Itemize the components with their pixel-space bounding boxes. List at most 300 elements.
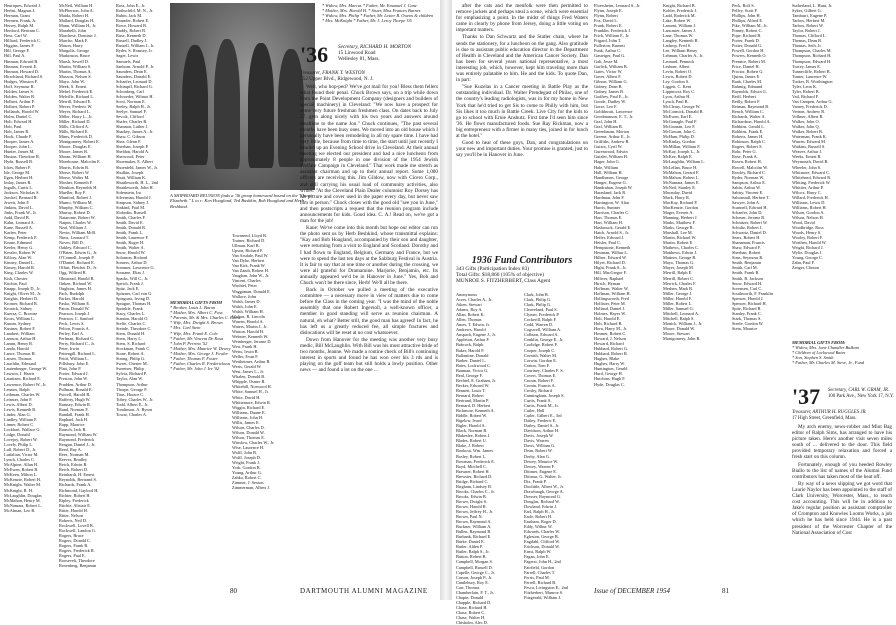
list-item: McGonagle, Paul F.	[663, 119, 698, 125]
list-item: Zimmer, J. Sexton	[232, 480, 264, 486]
list-item: Walton, R. Lincoln	[232, 313, 265, 319]
list-item: Perlman, Richard C.	[59, 336, 95, 342]
right-page	[452, 0, 896, 625]
list-item: Winslow, Charles W., Jr.	[232, 439, 275, 445]
list-item: Goodmanson, E. T., Jr.	[594, 114, 634, 120]
list-item: Silverman, Harold J.	[116, 194, 152, 200]
list-item: Biddle, Robert W.	[456, 413, 488, 419]
list-item: Morse, Robert W.	[59, 169, 90, 175]
list-item: Perley, Earl A.	[59, 331, 85, 337]
list-item: Lee, William Henry	[663, 48, 698, 54]
list-item: Campbell, Russell D.	[456, 564, 493, 570]
list-item: Cogswell, William A.	[524, 327, 562, 333]
list-item: Lauritzen, Richard E.	[4, 376, 41, 382]
list-item: Morehouse, Malcolm E.	[59, 159, 101, 165]
list-item: Sorensen, Carl C.	[732, 285, 763, 291]
list-item: * Children of Lockwood Bates	[792, 350, 846, 356]
list-item: Samuels, Paul	[116, 58, 141, 64]
list-item: Lewis, Albert D.	[4, 401, 33, 407]
list-item: Worthen, Harold W.	[792, 240, 827, 246]
list-item: Brigham, Lindsey R.	[456, 483, 493, 489]
paragraph: My arch enemy, news-robber and Mint Bag editor of Ralph Sims, has arranged to have his picture taken. Here's another visit seven miles south of ... delivered to the door. This field provided temporary relaxation and forced a fresh start on this column.	[792, 424, 892, 461]
list-item: Walker, John Q.	[792, 124, 820, 130]
list-item: Ryder, Norman W.	[732, 174, 765, 180]
list-item: Perry, Richard C., Jr.	[59, 341, 95, 347]
list-item: Lewis, Robert D.	[663, 73, 693, 79]
list-item: McPherson, John A.	[59, 8, 94, 14]
list-item: Wise, Laurence H.	[232, 444, 265, 450]
list-item: Wood, David	[792, 220, 815, 226]
list-item: Hersey, Ralph M.	[4, 23, 35, 29]
list-item: Doolittle, Albert W., Jr.	[524, 483, 564, 489]
list-item: Vollmer, Albert R.	[792, 114, 824, 120]
list-item: Lennox, Ralph	[4, 386, 30, 392]
list-item: Farrell, Charles T.	[524, 569, 556, 575]
list-item: Merrill, Robert C.	[663, 275, 695, 281]
list-item: Moore, Douglas E.	[59, 144, 92, 150]
list-item: Wilson, Charles D.	[232, 424, 265, 430]
class-37-treasurer: Treasurer, ARTHUR H. RUGGLES JR.	[792, 410, 867, 415]
paragraph: Thanks to Dan Schwartz and the Statler chain, where he sends the stationery, for a luncheon on the gang. Also gratitude is due to assistant public education director in the Department of Health in Cleveland and the American Cancer Society. Dan has been for several years national representative, a most interesting job, which, however, kept him traveling more than was entirely palatable to him. He and the kids. To quote Dan, in part:	[456, 34, 588, 84]
list-item: Hoffman, Walter W.	[594, 285, 629, 291]
list-item: Ladd, Roderick M.	[663, 13, 696, 19]
list-item: Miller, Richard D.	[59, 119, 91, 125]
list-item: Spitzner, Carl von G.	[116, 290, 153, 296]
list-item: McAlpine, Allan H.	[4, 462, 39, 468]
list-item: Leonard, Pennock	[663, 58, 695, 64]
list-item: Jaeckel, Bernard R.	[4, 194, 38, 200]
fund-column-6	[792, 3, 892, 333]
list-item: Frick, William F., Jr.	[594, 33, 630, 39]
list-item: Onken, Richard W.	[59, 280, 92, 286]
list-item: Mathews, Charles C.	[663, 245, 700, 251]
list-item: Sparks, Will C., Jr.	[116, 275, 149, 281]
list-item: Pasko, William E.	[59, 300, 91, 306]
list-item: Sampson, Arthur E.	[732, 179, 766, 185]
list-item: King, Charles W.	[4, 270, 34, 276]
list-item: Hess, Carl W.	[4, 33, 28, 39]
list-item: Stockman, Frank C.	[116, 346, 151, 352]
list-item: Burke, Daniel E.	[456, 539, 485, 545]
class-37-treasurer-block	[792, 410, 892, 421]
list-item: Southworth, F. Franklin	[732, 290, 773, 296]
list-item: Hill, George F.	[4, 48, 30, 54]
list-item: Pettengill, Richard L.	[59, 351, 96, 357]
list-item: Holt, Paul	[4, 124, 22, 130]
list-item: Varney, Frederick D.	[792, 103, 828, 109]
list-item: Price, Daniel H.	[732, 63, 760, 69]
list-item: Pope, Richard B.	[732, 33, 762, 39]
list-item: Purcell, Harold B.	[59, 391, 91, 397]
list-item: Whitmore, Edward C.	[792, 169, 830, 175]
list-item: Bookout, Wm. James	[456, 448, 493, 454]
list-item: Andrews, Harold	[456, 327, 486, 333]
list-item: Zenger, Clinton	[792, 265, 820, 271]
list-item: Cutler, Gilbert E., 3rd	[524, 413, 562, 419]
list-item: Pearson, Joseph J.	[59, 310, 91, 316]
list-item: Seeley, Ralph H., Jr.	[116, 103, 151, 109]
list-item: Reilly, Robert F.	[732, 98, 761, 104]
list-item: Hart, William H.	[594, 220, 623, 226]
list-item: Townsend, Lloyd R.	[232, 233, 268, 238]
list-item: Mager, Everett A.	[663, 209, 694, 215]
list-item: Ripley, Frederick	[59, 497, 89, 503]
list-item: Zahn, Paul F.	[792, 260, 815, 266]
list-item: Richter, Robert H.	[59, 492, 91, 498]
list-item: Leibman, Charles W.	[4, 391, 41, 397]
list-item: Imlay, James R.	[4, 179, 32, 185]
list-item: Cunningham, Joseph S.	[524, 392, 565, 398]
list-item: Lautenberger, George W.	[4, 366, 48, 372]
list-item: Shaw, C. Gibson	[116, 134, 145, 140]
list-item: Waterman, Frank K.	[792, 134, 827, 140]
list-item: Thomas, Dean B.	[792, 38, 823, 44]
list-item: Stern, Donald H.	[116, 331, 146, 337]
list-item: Horn, Harry M., Jr.	[594, 326, 628, 331]
list-item: Harrison, Charles C.	[594, 209, 630, 215]
list-item: Holden, James S.	[4, 88, 34, 94]
list-item: Thompson, Richard H.	[792, 53, 832, 59]
list-item: Ritter, Harold H.	[59, 507, 88, 513]
list-item: Brown, Raymond A.	[456, 519, 492, 525]
list-item: Raymond, William W.	[59, 431, 98, 437]
list-item: Randall, Frank H.	[59, 411, 90, 417]
list-item: Schultz, Robert J.	[732, 225, 763, 231]
fund-column-2	[524, 292, 588, 600]
list-item: Whittemore, Edwin R.	[232, 399, 271, 405]
treasurer-line: Treasurer, FRANK T. WESTON	[300, 70, 365, 76]
list-item: Higgins, James F.	[4, 43, 35, 49]
list-item: Titus, Horace C.	[116, 391, 145, 397]
list-item: * Mother, Mrs. Harold H. * Sister, Miss Frances Barnes	[322, 8, 421, 14]
list-item: Young, George C.	[792, 255, 823, 261]
list-item: Watson, Harold H.	[232, 328, 265, 334]
list-item: Ritchie, Alistair E.	[59, 502, 91, 508]
list-item: Reinhardt, H. Ernest	[59, 472, 95, 478]
secretary-address-1: 15 Linwood Road	[338, 50, 376, 56]
list-item: Karlen, Peter	[4, 230, 27, 236]
list-item: Todd, Albert E., Jr.	[116, 401, 149, 407]
list-item: Wilson, Gordon A.	[792, 209, 825, 215]
list-item: Ernst, Ralph W.	[524, 549, 552, 555]
list-item: Fitzgerald, William J.	[524, 594, 562, 600]
list-item: Noves, Bill D.	[59, 240, 84, 246]
list-item: Goode, Dudley W.	[594, 98, 626, 104]
list-item: Warren, Harold A.	[232, 318, 264, 324]
list-item: MacKay, Richard P.	[663, 199, 698, 205]
list-item: Seelye, Samuel F.	[116, 108, 147, 114]
fund-column-3	[594, 3, 658, 575]
list-item: Rapp, Maurice	[59, 421, 85, 427]
list-item: Van Dyke, Herbert	[232, 258, 265, 264]
list-item: Ickes, Robert F.	[4, 164, 32, 170]
list-item: Wiggin, Richard E.	[232, 404, 266, 410]
list-item: Nims, Leonard T.	[59, 235, 90, 241]
list-item: Schwartz, Daniel D.	[732, 230, 767, 236]
list-item: Hill, MacGregor F.	[594, 270, 627, 276]
list-item: * Brother, Louis L. Bacon	[170, 305, 216, 311]
list-item: Lake, Robert W.	[663, 18, 692, 24]
list-item: Kinney, Daniel L.	[4, 260, 35, 266]
list-item: Shaw, Edward F.	[732, 245, 761, 251]
list-item: Whittier, Arthur P.	[792, 184, 824, 190]
list-item: Sherwood, Peter	[116, 154, 145, 160]
list-item: Slobodin, Russell	[116, 209, 147, 215]
list-item: McGowan, John C.	[663, 129, 697, 135]
magazine-title: DARTMOUTH ALUMNI MAGAZINE	[300, 587, 428, 595]
list-item: Moore, James B.	[59, 149, 89, 155]
class-37-column-text	[792, 424, 892, 578]
list-item: Dewey, Maurice W.	[524, 458, 559, 464]
list-item: Kronick, Sidney	[4, 305, 33, 311]
list-item: Lutfalian, Victor M.	[4, 452, 39, 458]
list-item: Schaefer, John D.	[732, 209, 763, 215]
list-item: Reiman, Raymond B.	[732, 103, 770, 109]
list-item: Wilson, Nelson H.	[792, 214, 824, 220]
list-item: Erickson, Donald W.	[524, 544, 560, 550]
list-item: * Mrs. McKnight * Father, Mr. J. Leroy Thorpe '05	[322, 18, 412, 24]
list-item: Mallard, Douglas H.	[59, 18, 95, 24]
list-item: Eastham, Roger D.	[524, 519, 557, 525]
list-item: Prentice, Robert M.	[732, 58, 766, 64]
list-item: Merrick, Charles F.	[663, 280, 697, 286]
list-item: Cooper, Joseph C.	[524, 347, 556, 353]
list-item: Rausch, Jack B.	[59, 426, 87, 432]
list-item: Weinberger, Jerome D.	[232, 338, 272, 344]
list-item: Greenbaum, Morton	[594, 129, 630, 135]
list-item: McKee, Ralph E.	[663, 154, 693, 160]
list-item: Leshner, Albert	[663, 63, 690, 69]
list-item: Dowland, Edwin J.	[524, 503, 557, 509]
list-item: Reich, Edwin R.	[59, 462, 88, 468]
list-item: Rowell, Malcolm W.	[732, 164, 768, 170]
list-item: Schonberg, Carl	[116, 88, 144, 94]
list-item: Pullman, Ronald E.	[59, 386, 93, 392]
list-item: * Mother, Mrs. Maurice W. Dewey	[170, 345, 231, 351]
list-item: Cronin, Robert F.	[524, 377, 554, 383]
list-item: Ide, George M.	[4, 169, 31, 175]
list-item: O'Daniel, Richard E.	[59, 260, 95, 266]
list-item: Ley, Gordon S.	[663, 78, 690, 84]
list-item: Smith, Donald R.	[116, 225, 147, 231]
class-37-address: 100 Park Ave., New York 17, N.Y.	[828, 393, 894, 399]
list-item: Corwin, Gordon E.	[524, 357, 557, 363]
list-item: Macaulay, David	[663, 189, 693, 195]
list-item: Lynch, Paul B.	[663, 98, 689, 104]
list-item: Pettit, William L.	[59, 356, 89, 362]
list-item: Dix, Frank P.	[524, 478, 547, 484]
list-item: Lance, Thomas H.	[4, 351, 36, 357]
list-item: Holbert, Robert P.	[4, 103, 36, 109]
list-item: Smith, Roger H.	[116, 240, 145, 246]
list-item: Merrill, Edward E.	[59, 98, 92, 104]
list-item: McKinlay, Gordon	[663, 139, 696, 145]
list-item: Markinson, Bruce	[59, 53, 91, 59]
list-item: Henriques, Edward J.	[4, 3, 41, 8]
list-item: Knights, Herbert D.	[4, 295, 39, 301]
list-item: Moore, Stewart	[663, 331, 690, 337]
secretary-address-2: Wellesley 81, Mass.	[338, 56, 380, 62]
list-item: * Parents, Mr. & Mrs. Charles C. Burns	[170, 315, 241, 321]
list-item: Bennett, Louis T.	[456, 387, 486, 393]
list-item: Covert, Thomas E.	[524, 372, 557, 378]
list-item: Marks, Matthew F.	[663, 220, 696, 226]
list-item: Zahka, Robert C.	[232, 475, 262, 481]
list-item: Greene, Arthur E., Jr.	[594, 134, 631, 140]
list-item: Huntington, Gerald	[594, 366, 628, 372]
list-item: Blake, J. Robert	[456, 443, 484, 449]
list-item: Vaughan, John W., Jr.	[232, 273, 270, 279]
list-item: Lathrop, Fred S.	[663, 43, 692, 49]
list-item: Hinman, Howard D.	[4, 68, 40, 74]
list-item: Hooper, John L.	[4, 144, 32, 150]
list-item: Sprague, Thomas H.	[116, 300, 152, 306]
list-item: Holm, Daniel C.	[4, 114, 33, 120]
list-item: Raphael, Jack H.	[59, 416, 89, 422]
list-item: Woods, Henry S.	[792, 230, 822, 236]
list-item: * Father, Mr. John J. Ire '02	[170, 366, 220, 372]
paragraph: Back in October we pulled a meeting of the executive committee — a necessary move in view of matters due to come before the Class in the coming year. "I was the mind of the noble assembly that one Robert Ingersoll, a well-known officer, a member in good standing will serve as reunion chairman. A natural, eh what? Better still, the good man has agreed! In fact, he has left us a greatly reduced fee, all simple fractures and dislocations will be reset at no cost whatsoever.	[300, 287, 438, 336]
list-item: Spitz, Richard R.	[732, 305, 762, 311]
list-item: Van Campen, Arthur G.	[792, 98, 833, 104]
list-item: McLaughlin, Douglas	[4, 492, 42, 498]
list-item: Judd, David B.	[4, 214, 30, 220]
list-item: McHam, Philip D.	[663, 134, 695, 140]
list-item: Monick, William J., Jr.	[663, 320, 703, 326]
list-item: Bullen, Raymond B.	[456, 529, 492, 535]
memorial-items	[170, 305, 241, 372]
class-numeral-36: '36	[300, 42, 329, 67]
list-item: Sprinkle, Frank	[116, 305, 143, 311]
list-item: Willard, Frederick H.	[792, 194, 829, 200]
list-item: Ingalls, Curtis L.	[4, 184, 34, 190]
list-item: Tarbox, Robert W.	[792, 23, 824, 29]
list-item: Shuttleworth, H. L., 2nd	[116, 179, 158, 185]
list-item: Trainer, Richard D.	[232, 238, 266, 244]
list-item: Coolidge, Robert F.	[524, 342, 558, 348]
list-item: Hughes, Blake	[594, 356, 620, 362]
list-item: Rosenberg, Benjamin	[59, 563, 97, 569]
list-item: Whitehill, Norwood H.	[232, 384, 272, 390]
list-item: Schimpff, Richard G.	[116, 83, 153, 89]
list-item: Jackson, Nicholas S.	[4, 189, 40, 195]
list-item: Hollingsworth, Fred	[594, 295, 629, 301]
list-item: Weymouth, David R.	[792, 159, 829, 165]
list-item: Levin, Robert O.	[663, 68, 693, 74]
list-item: Hanger, Eugene G.	[594, 179, 627, 185]
class-36-column-continued	[456, 3, 588, 251]
list-item: Weiss, Irwin B.	[232, 349, 259, 355]
list-item: Kustner, Robert F.	[4, 326, 36, 331]
list-item: Scott, Norman E.	[116, 98, 146, 104]
list-item: Ballantine, Donald	[456, 352, 489, 358]
list-item: Bridge, Richard C.	[456, 478, 489, 484]
list-item: * Father, Thomas F. Foster	[170, 356, 218, 362]
list-item: Weller, Evan F.	[232, 354, 259, 360]
list-item: Linder, Alan G.	[4, 411, 31, 417]
list-item: Rounder, Robert E.	[116, 18, 150, 24]
class-37-treasurer-address: 17 High Street, Greenfield, Mass.	[792, 415, 857, 421]
list-item: Mack, Harry R.	[663, 194, 690, 200]
list-item: * Mrs. Carl Stein	[170, 325, 201, 331]
list-item: Holland, Daniel J.	[594, 305, 626, 311]
list-item: Cornish, Walter M.	[524, 352, 557, 358]
list-item: Mitchell, Ralph S.	[663, 315, 695, 321]
list-item: Raymond, Frederick	[59, 437, 95, 443]
list-item: Williams, Robert H.	[792, 204, 827, 210]
list-item: Neal, William J.	[59, 225, 87, 231]
list-item: Sutherland, L. Hunt, Jr.	[792, 3, 833, 8]
list-item: Shuttleworth, John H.	[116, 184, 154, 190]
list-item: Lovejoy, Robert W.	[4, 437, 38, 443]
fund-contributors-header	[456, 255, 588, 284]
list-item: Richmond, Gaylord H.	[59, 487, 99, 493]
list-item: Davidson, Arthur H.	[524, 428, 560, 434]
list-item: Stanton, Harold O.	[116, 315, 149, 321]
secretary-line: Secretary, RICHARD H. MORTON	[338, 44, 412, 50]
list-item: Meek, S. Ernest	[59, 83, 87, 89]
list-item: Gutzler, William H.	[594, 154, 628, 160]
left-page	[0, 0, 440, 600]
list-item: Smith, R. Jackson	[732, 275, 764, 281]
list-item: Engdahl, Clifford W.	[524, 539, 560, 545]
list-item: Conklin, George E., Jr.	[524, 337, 564, 343]
list-item: Kross, William L.	[4, 315, 35, 321]
list-item: Chase, Robert C.	[456, 609, 486, 615]
list-item: Waters, Martin J., Jr.	[232, 323, 268, 329]
list-item: Galt, Jesse M.	[594, 58, 619, 64]
list-item: Smith, David E.	[116, 220, 144, 226]
list-item: Miller, George J.	[663, 290, 693, 296]
list-item: Handlsmen, George	[594, 174, 629, 180]
list-item: Harrington, W. Alan	[594, 199, 629, 205]
list-item: Rafferty, Hugh W.	[59, 396, 91, 402]
list-item: Turner, Laurence W.	[792, 73, 828, 79]
list-item: Bosley, Robert L.	[456, 453, 487, 459]
list-item: Peck, Lewis S.	[59, 320, 85, 326]
list-item: Howard, J. Nelson	[594, 336, 626, 342]
list-item: Brawner, Robert H.	[456, 468, 490, 474]
list-item: Thomas, Clifford L.	[792, 33, 827, 39]
list-item: Killory, Alan W.	[4, 255, 33, 261]
list-item: Werts, Gerald W.	[232, 364, 262, 370]
list-item: Holden, Walter B.	[4, 93, 36, 99]
list-item: Egleston, George B.	[524, 534, 559, 540]
paragraph: after the cats and the menfolk were then permitted to remove jackets and perhaps steal a scene, which were essential for emphasizing a point. In the midst of things Fred Waters came in clearly by phone from Jersey, doing a little voting on important matters.	[456, 3, 588, 34]
list-item: Keane, Edmund	[4, 240, 32, 246]
list-item: Earle, Robert H.	[524, 514, 553, 520]
list-item: Wallace, John	[232, 293, 256, 299]
list-item: Hubbard, Robert G.	[594, 346, 629, 352]
list-item: Maida, Robert H.	[59, 13, 90, 19]
list-item: Wilson, Thomas E.	[232, 434, 265, 440]
list-item: Ogg, Wilfred R.	[59, 270, 87, 276]
list-item: Fagan, John E.	[524, 554, 550, 560]
list-item: Rogers, Robert S.	[732, 144, 763, 150]
list-item: Kane, Russell A.	[4, 225, 33, 231]
list-item: Lindley, William F.	[4, 416, 38, 422]
list-item: Williams, John H.	[232, 414, 264, 420]
class-36-column-text	[300, 84, 438, 576]
list-item: Harasland, Jack R.	[594, 189, 627, 195]
list-item: Frigard, John T.	[594, 38, 622, 44]
list-item: Weir, Frank H.	[232, 344, 258, 350]
list-item: Vincent, Charles	[232, 278, 261, 284]
contributors-column-3	[116, 3, 168, 575]
list-item: Hardman, John F.	[594, 194, 625, 200]
list-item: Colburn, Edward A.	[524, 332, 559, 338]
list-item: Davis, Warren	[524, 438, 549, 444]
